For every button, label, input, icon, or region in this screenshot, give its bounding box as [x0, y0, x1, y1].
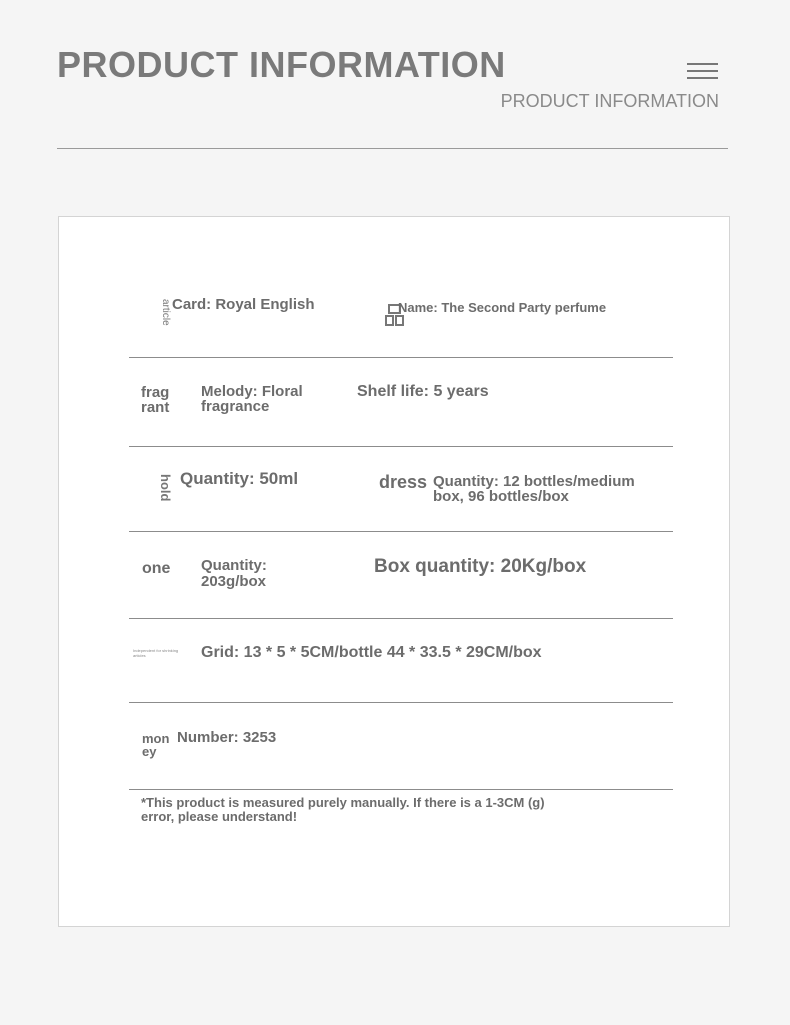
- row-divider: [129, 702, 673, 703]
- row2-melody-text: Melody: Floral: [201, 383, 303, 400]
- row2-melody-text-cont: fragrance: [201, 398, 270, 415]
- row5-tag-cont: articles: [133, 653, 146, 658]
- row1-card-text: Card: Royal English: [172, 296, 315, 313]
- page-title: PRODUCT INFORMATION: [57, 44, 506, 85]
- row4-tag: one: [142, 560, 171, 577]
- footnote-line2: error, please understand!: [141, 809, 298, 824]
- row5-dimensions-text: Grid: 13 * 5 * 5CM/bottle 44 * 33.5 * 29CM/box: [201, 644, 542, 661]
- row3-box-quantity-text: Quantity: 12 bottles/medium: [433, 473, 635, 490]
- header-divider: [57, 148, 728, 149]
- row1-tag: article: [160, 299, 171, 326]
- row2-tag: frag: [141, 384, 170, 401]
- row-divider: [129, 446, 673, 447]
- row-divider: [129, 789, 673, 790]
- row-divider: [129, 531, 673, 532]
- row3-box-quantity-text-cont: box, 96 bottles/box: [433, 488, 569, 505]
- row1-name-text: Name: The Second Party perfume: [398, 300, 607, 315]
- row6-tag-cont: ey: [142, 744, 157, 759]
- row2-shelf-life-text: Shelf life: 5 years: [357, 383, 489, 400]
- row-divider: [129, 357, 673, 358]
- row5-tag: Independent for shrinking: [133, 648, 179, 653]
- row3-tag-right: dress: [379, 472, 428, 492]
- row4-quantity-text-cont: 203g/box: [201, 573, 267, 590]
- footnote-line1: *This product is measured purely manually. If there is a 1-3CM (g): [141, 795, 545, 810]
- row3-quantity-text: Quantity: 50ml: [180, 469, 299, 488]
- row4-quantity-text: Quantity:: [201, 557, 267, 574]
- row-divider: [129, 618, 673, 619]
- row6-tag: mon: [142, 731, 170, 746]
- footnote: [141, 796, 581, 824]
- row3-tag: hold: [158, 474, 173, 502]
- row2-tag-cont: rant: [141, 399, 170, 416]
- row4-box-weight-text: Box quantity: 20Kg/box: [374, 556, 587, 577]
- menu-icon[interactable]: [687, 63, 718, 79]
- page-subtitle: PRODUCT INFORMATION: [500, 91, 719, 111]
- row6-number-text: Number: 3253: [177, 729, 277, 746]
